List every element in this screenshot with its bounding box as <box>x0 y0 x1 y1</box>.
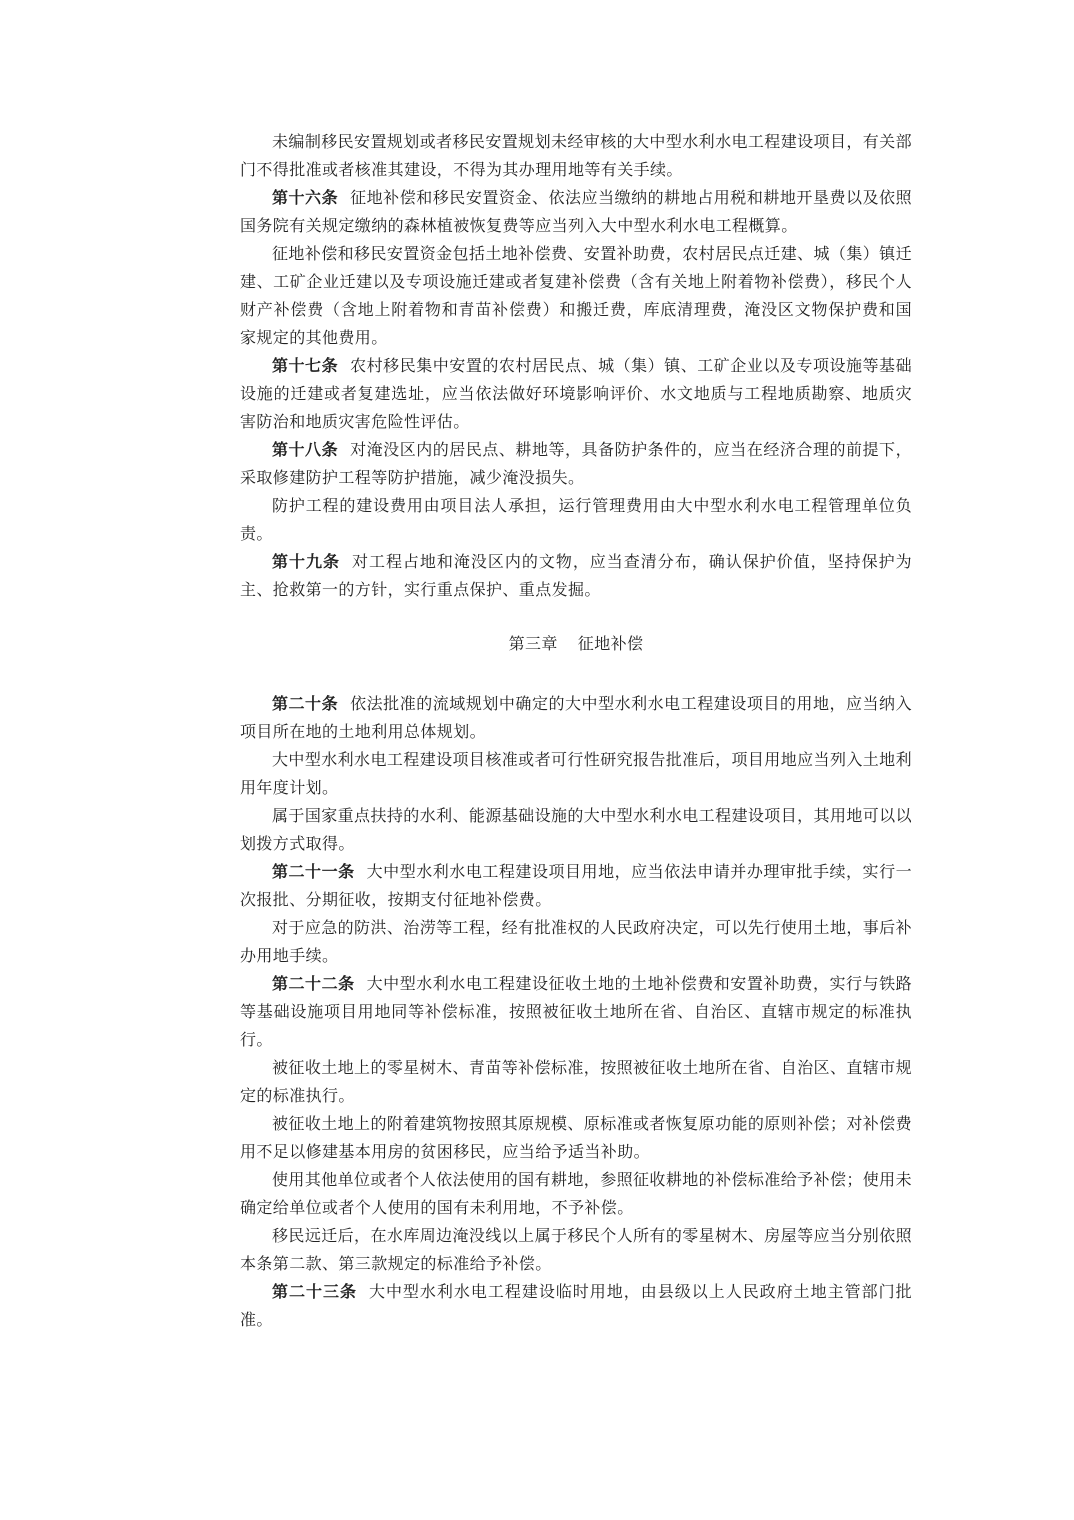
paragraph-text: 防护工程的建设费用由项目法人承担，运行管理费用由大中型水利水电工程管理单位负责。 <box>240 496 912 543</box>
paragraph <box>240 128 912 184</box>
chapter-title: 征地补偿 <box>577 634 644 653</box>
paragraph <box>240 240 912 352</box>
article-number: 第二十三条 <box>272 1282 357 1301</box>
paragraph-text: 移民远迁后，在水库周边淹没线以上属于移民个人所有的零星树木、房屋等应当分别依照本条第二款、第三款规定的标准给予补偿。 <box>240 1226 912 1273</box>
paragraph-text: 使用其他单位或者个人依法使用的国有耕地，参照征收耕地的补偿标准给予补偿；使用未确定给单位或者个人使用的国有未利用地，不予补偿。 <box>240 1170 912 1217</box>
paragraph <box>240 352 912 436</box>
paragraph-text: 被征收土地上的零星树木、青苗等补偿标准，按照被征收土地所在省、自治区、直辖市规定的标准执行。 <box>240 1058 912 1105</box>
paragraph <box>240 184 912 240</box>
paragraph <box>240 492 912 548</box>
chapter-heading <box>240 630 912 658</box>
paragraph-text: 大中型水利水电工程建设项目核准或者可行性研究报告批准后，项目用地应当列入土地利用年度计划。 <box>240 750 912 797</box>
paragraph-text: 依法批准的流域规划中确定的大中型水利水电工程建设项目的用地，应当纳入项目所在地的土地利用总体规划。 <box>240 694 912 741</box>
paragraph <box>240 914 912 970</box>
paragraph <box>240 746 912 802</box>
paragraph-text: 征地补偿和移民安置资金包括土地补偿费、安置补助费，农村居民点迁建、城（集）镇迁建、工矿企业迁建以及专项设施迁建或者复建补偿费（含有关地上附着物补偿费），移民个人财产补偿费（含地上附着物和青苗补偿费）和搬迁费，库底清理费，淹没区文物保护费和国家规定的其他费用。 <box>240 244 912 347</box>
paragraph <box>240 970 912 1054</box>
article-number: 第十九条 <box>272 552 340 571</box>
paragraph <box>240 1278 912 1334</box>
paragraph <box>240 1166 912 1222</box>
paragraph <box>240 436 912 492</box>
paragraph-text: 农村移民集中安置的农村居民点、城（集）镇、工矿企业以及专项设施等基础设施的迁建或者复建选址，应当依法做好环境影响评价、水文地质与工程地质勘察、地质灾害防治和地质灾害危险性评估。 <box>240 356 912 431</box>
paragraph-text: 大中型水利水电工程建设项目用地，应当依法申请并办理审批手续，实行一次报批、分期征收，按期支付征地补偿费。 <box>240 862 912 909</box>
paragraph-text: 大中型水利水电工程建设临时用地，由县级以上人民政府土地主管部门批准。 <box>240 1282 912 1329</box>
paragraph-text: 大中型水利水电工程建设征收土地的土地补偿费和安置补助费，实行与铁路等基础设施项目用地同等补偿标准，按照被征收土地所在省、自治区、直辖市规定的标准执行。 <box>240 974 912 1049</box>
paragraph <box>240 802 912 858</box>
paragraph <box>240 858 912 914</box>
chapter-number: 第三章 <box>508 634 558 653</box>
paragraph-text: 对于应急的防洪、治涝等工程，经有批准权的人民政府决定，可以先行使用土地，事后补办用地手续。 <box>240 918 912 965</box>
paragraph <box>240 690 912 746</box>
paragraph-text: 未编制移民安置规划或者移民安置规划未经审核的大中型水利水电工程建设项目，有关部门不得批准或者核准其建设，不得为其办理用地等有关手续。 <box>240 132 912 179</box>
article-number: 第二十条 <box>272 694 339 713</box>
article-number: 第二十一条 <box>272 862 355 881</box>
paragraph <box>240 1222 912 1278</box>
article-number: 第二十二条 <box>272 974 355 993</box>
paragraph-text: 被征收土地上的附着建筑物按照其原规模、原标准或者恢复原功能的原则补偿；对补偿费用不足以修建基本用房的贫困移民，应当给予适当补助。 <box>240 1114 912 1161</box>
paragraph-text: 征地补偿和移民安置资金、依法应当缴纳的耕地占用税和耕地开垦费以及依照国务院有关规定缴纳的森林植被恢复费等应当列入大中型水利水电工程概算。 <box>240 188 912 235</box>
paragraph <box>240 1054 912 1110</box>
article-number: 第十六条 <box>272 188 339 207</box>
paragraph-text: 对工程占地和淹没区内的文物，应当查清分布，确认保护价值，坚持保护为主、抢救第一的方针，实行重点保护、重点发掘。 <box>240 552 913 599</box>
article-number: 第十八条 <box>272 440 339 459</box>
paragraph-text: 属于国家重点扶持的水利、能源基础设施的大中型水利水电工程建设项目，其用地可以以划拨方式取得。 <box>240 806 912 853</box>
document-body <box>240 128 912 1334</box>
paragraph <box>240 1110 912 1166</box>
article-number: 第十七条 <box>272 356 339 375</box>
paragraph <box>240 548 912 604</box>
paragraph-text: 对淹没区内的居民点、耕地等，具备防护条件的，应当在经济合理的前提下，采取修建防护工程等防护措施，减少淹没损失。 <box>240 440 912 487</box>
